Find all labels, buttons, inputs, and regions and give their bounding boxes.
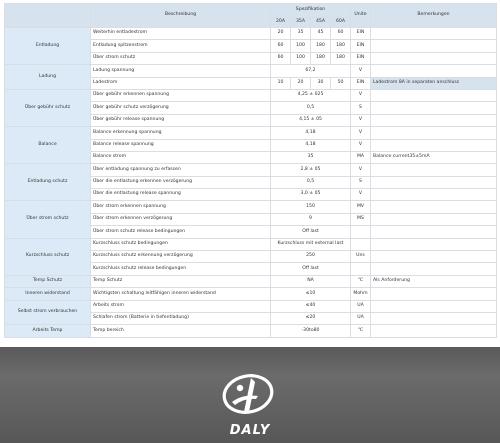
remark-cell: Balance current35±5mA <box>371 151 497 163</box>
brand-banner <box>0 347 500 443</box>
description-cell: Kurzschluss schutz erkennung verzögerung <box>91 251 271 263</box>
daly-logo-icon <box>218 372 278 420</box>
spec-value-cell: 20 <box>271 28 291 40</box>
category-cell: Selbst strom verbrauchen <box>5 300 91 325</box>
remark-cell <box>371 263 497 275</box>
header-blank <box>5 4 91 28</box>
remark-cell <box>371 40 497 52</box>
header-col-35a: 35A <box>291 18 311 28</box>
remark-cell <box>371 139 497 151</box>
description-cell: Schlafen strom (Batterie in tiefentladung) <box>91 312 271 324</box>
header-col-20a: 20A <box>271 18 291 28</box>
table-row <box>5 89 497 101</box>
description-cell: Temp Schutz <box>91 275 271 287</box>
spec-value-cell: ≤10 <box>271 288 351 300</box>
description-cell: Balance strom <box>91 151 271 163</box>
remark-cell <box>371 213 497 225</box>
spec-value-cell: 100 <box>291 40 311 52</box>
spec-value-cell: 180 <box>331 40 351 52</box>
spec-value-cell: 9 <box>271 213 351 225</box>
category-cell: Entladung <box>5 28 91 65</box>
table-row <box>5 127 497 139</box>
spec-value-cell: 180 <box>311 52 331 64</box>
table-row <box>5 65 497 77</box>
spec-value-cell: 250 <box>271 251 351 263</box>
description-cell: Balance erkennung spannung <box>91 127 271 139</box>
description-cell: Wichtigsten schaltung leitfähigen inneren widerstand <box>91 288 271 300</box>
table-row <box>5 325 497 337</box>
header-beschreibung: Beschreibung <box>91 4 271 28</box>
remark-cell: Als Anforderung <box>371 275 497 287</box>
category-cell: Über strom schutz <box>5 201 91 238</box>
category-cell: Entladung schutz <box>5 164 91 201</box>
description-cell: Über strom schutz release bedingungen <box>91 226 271 238</box>
description-cell: Weiterhin entladestrom <box>91 28 271 40</box>
table-row <box>5 300 497 312</box>
unit-cell: V <box>351 164 371 176</box>
remark-cell <box>371 325 497 337</box>
table-row <box>5 201 497 213</box>
description-cell: Ladung spannung <box>91 65 271 77</box>
remark-cell <box>371 251 497 263</box>
spec-value-cell: 100 <box>291 52 311 64</box>
description-cell: Über die entlastung release spannung <box>91 189 271 201</box>
unit-cell: EIN <box>351 77 371 89</box>
remark-cell <box>371 127 497 139</box>
spec-value-cell: 2,8 ± 05 <box>271 164 351 176</box>
table-row <box>5 288 497 300</box>
spec-value-cell: 45 <box>311 28 331 40</box>
remark-cell <box>371 52 497 64</box>
spec-value-cell: 60 <box>271 40 291 52</box>
header-col-45a: 45A <box>311 18 331 28</box>
header-spezifikation: Spezifikation <box>271 4 351 18</box>
header-unite: Unite <box>351 4 371 28</box>
unit-cell: V <box>351 89 371 101</box>
remark-cell <box>371 201 497 213</box>
category-cell: Arbeits Temp <box>5 325 91 337</box>
unit-cell: UA <box>351 312 371 324</box>
header-col-60a: 60A <box>331 18 351 28</box>
remark-cell <box>371 300 497 312</box>
unit-cell: UA <box>351 300 371 312</box>
unit-cell: Uns <box>351 251 371 263</box>
spec-value-cell: 20 <box>291 77 311 89</box>
remark-cell <box>371 102 497 114</box>
remark-cell: Ladestrom 8A in separaten anschluss <box>371 77 497 89</box>
remark-cell <box>371 312 497 324</box>
unit-cell: ℃ <box>351 325 371 337</box>
remark-cell <box>371 238 497 250</box>
unit-cell: S <box>351 102 371 114</box>
unit-cell: MS <box>351 213 371 225</box>
table-row <box>5 238 497 250</box>
unit-cell: EIN <box>351 52 371 64</box>
description-cell: Über gebühr erkennen spannung <box>91 89 271 101</box>
remark-cell <box>371 189 497 201</box>
remark-cell <box>371 164 497 176</box>
description-cell: Temp bereich <box>91 325 271 337</box>
table-row <box>5 28 497 40</box>
spec-value-cell: Off last <box>271 263 351 275</box>
description-cell: Über strom erkennen spannung <box>91 201 271 213</box>
unit-cell: V <box>351 189 371 201</box>
brand-name: DALY <box>229 423 271 438</box>
remark-cell <box>371 28 497 40</box>
unit-cell: V <box>351 127 371 139</box>
unit-cell: V <box>351 114 371 126</box>
spec-value-cell: ≤40 <box>271 300 351 312</box>
category-cell: Kurzschluss schutz <box>5 238 91 275</box>
unit-cell: V <box>351 65 371 77</box>
unit-cell: ℃ <box>351 275 371 287</box>
unit-cell <box>351 226 371 238</box>
spec-value-cell: ≤20 <box>271 312 351 324</box>
remark-cell <box>371 114 497 126</box>
spec-value-cell: 4,18 <box>271 127 351 139</box>
description-cell: Über strom schutz <box>91 52 271 64</box>
remark-cell <box>371 65 497 77</box>
spec-value-cell: NA <box>271 275 351 287</box>
description-cell: Ladestrom <box>91 77 271 89</box>
remark-cell <box>371 288 497 300</box>
remark-cell <box>371 226 497 238</box>
unit-cell <box>351 238 371 250</box>
category-cell: Inneren widerstand <box>5 288 91 300</box>
description-cell: Balance release spannung <box>91 139 271 151</box>
description-cell: Über entladung spannung zu erfassen <box>91 164 271 176</box>
spec-value-cell: 50 <box>331 77 351 89</box>
category-cell: Ladung <box>5 65 91 90</box>
unit-cell: V <box>351 139 371 151</box>
category-cell: Temp Schutz <box>5 275 91 287</box>
spec-table <box>4 3 497 338</box>
description-cell: Arbeits strom <box>91 300 271 312</box>
spec-value-cell: 4,18 <box>271 139 351 151</box>
remark-cell <box>371 176 497 188</box>
spec-value-cell: 0,5 <box>271 176 351 188</box>
spec-value-cell: Off last <box>271 226 351 238</box>
unit-cell <box>351 263 371 275</box>
spec-value-cell: 60 <box>271 52 291 64</box>
category-cell: Über gebühr schutz <box>5 89 91 126</box>
description-cell: Über gebühr release spannung <box>91 114 271 126</box>
spec-value-cell: 4,25 ± 025 <box>271 89 351 101</box>
spec-value-cell: 180 <box>331 52 351 64</box>
spec-value-cell: -30to80 <box>271 325 351 337</box>
category-cell: Balance <box>5 127 91 164</box>
spec-value-cell: 3,0 ± 05 <box>271 189 351 201</box>
description-cell: Über strom erkennen verzögerung <box>91 213 271 225</box>
description-cell: Kurzschluss schutz bedingungen <box>91 238 271 250</box>
spec-value-cell: 10 <box>271 77 291 89</box>
header-bemerkungen: Bemerkungen <box>371 4 497 28</box>
unit-cell: S <box>351 176 371 188</box>
spec-value-cell: 35 <box>291 28 311 40</box>
header-row <box>5 4 497 18</box>
description-cell: Entladung spitzenstrom <box>91 40 271 52</box>
spec-value-cell: Kurzschluss mit external last <box>271 238 351 250</box>
unit-cell: EIN <box>351 28 371 40</box>
description-cell: Über gebühr schutz verzögerung <box>91 102 271 114</box>
remark-cell <box>371 89 497 101</box>
spec-value-cell: 60 <box>331 28 351 40</box>
spec-value-cell: 4,15 ± 05 <box>271 114 351 126</box>
unit-cell: Mohm <box>351 288 371 300</box>
spec-value-cell: 150 <box>271 201 351 213</box>
table-row <box>5 164 497 176</box>
table-row <box>5 275 497 287</box>
spec-value-cell: 0,5 <box>271 102 351 114</box>
unit-cell: EIN <box>351 40 371 52</box>
description-cell: Über die entlastung erkennen verzögerung <box>91 176 271 188</box>
spec-value-cell: 35 <box>271 151 351 163</box>
unit-cell: MA <box>351 151 371 163</box>
spec-value-cell: 67,2 <box>271 65 351 77</box>
description-cell: Kurzschluss schutz release bedingungen <box>91 263 271 275</box>
spec-value-cell: 30 <box>311 77 331 89</box>
spec-value-cell: 180 <box>311 40 331 52</box>
unit-cell: MV <box>351 201 371 213</box>
